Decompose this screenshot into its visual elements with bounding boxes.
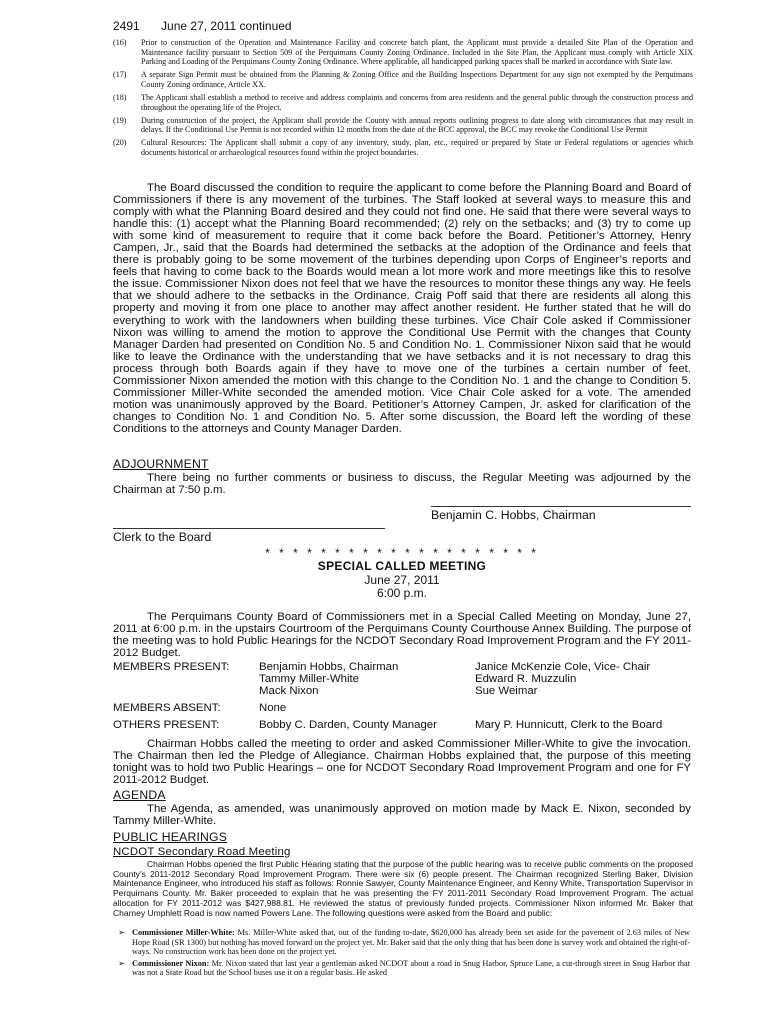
member-name: Tammy Miller-White	[259, 673, 359, 686]
member-name: Edward R. Muzzulin	[475, 673, 577, 686]
condition-number: (16)	[113, 38, 127, 47]
discussion-paragraph: The Board discussed the condition to require the applicant to come before the Planning Board and Board of Commissioners if there is any movement of the turbines. The Staff looked at several ways to measure this and comply with what the Planning Board desired and they could not find one. He said that there were several ways to handle this: (1) accept what the Planning Board recommended; (2) rely on the setbacks; and (3) try to come up with some kind of measurement to require that it come back before the Board. Petitioner’s Attorney, Henry Campen, Jr., said that the Boards had determined the setbacks at the adoption of the Ordinance and feels that there is probably going to be some movement of the turbines depending upon Corps of Engineer’s reports and feels that having to come back to the Boards would mean a lot more work and more meetings like this to resolve the issue. Commissioner Nixon does not feel that we have the resources to monitor these things any way. He feels that we should adhere to the setbacks in the Ordinance. Craig Poff said that there are residents all along this property and moving it from one place to another may affect another resident. He further stated that he will do everything to work with the landowners when building these turbines. Vice Chair Cole asked if Commissioner Nixon was willing to amend the motion to approve the Conditional Use Permit with the changes that County Manager Darden had presented on Condition No. 5 and Condition No. 1. Commissioner Nixon said that he would like to leave the Ordinance with the understanding that we have setbacks and it is not necessary to drag this process through both Boards again if they have to move one of the turbines a certain number of feet. Commissioner Nixon amended the motion with this change to the Condition No. 1 and the change to Condition 5. Commissioner Miller-White seconded the amended motion. Vice Chair Cole asked for a vote. The amended motion was unanimously approved by the Board. Petitioner’s Attorney Campen, Jr. asked for clarification of the changes to Condition No. 1 and Condition No. 5. After some discussion, the Board left the wording of these Conditions to the attorneys and County Manager Darden.	[113, 182, 691, 435]
question-text: Ms. Miller-White asked that, out of the funding to-date, $620,000 has already been set aside for the pavement of 2.63 miles of New Hope Road (SR 1300) but nothing has moved forward on the project yet. Mr. Baker said that the only thing that has been done is survey work and obtained the right-of-ways. No construction work has been done on the project yet.	[132, 928, 691, 957]
arrow-bullet-icon: ➢	[118, 928, 125, 937]
attendance-block	[113, 661, 691, 731]
special-meeting-title: SPECIAL CALLED MEETING	[317, 559, 487, 573]
members-absent-value: None	[259, 702, 287, 715]
member-name: Mack Nixon	[259, 685, 319, 698]
condition-item	[113, 70, 693, 89]
question-text: Mr. Nixon stated that last year a gentleman asked NCDOT about a road in Snug Harbor, Spruce Lane, a cut-through street in Snug Harbor that was not a State Road but the School buses use it on a regular basis. He asked	[132, 958, 690, 978]
members-present-label: MEMBERS PRESENT:	[113, 661, 230, 673]
adjournment-heading: ADJOURNMENT	[113, 457, 209, 471]
arrow-bullet-icon: ➢	[118, 958, 125, 968]
other-present-name: Mary P. Hunnicutt, Clerk to the Board	[475, 719, 663, 732]
public-hearing-text: Chairman Hobbs opened the first Public Hearing stating that the purpose of the public hearing was to receive public comments on the proposed County’s 2011-2012 Secondary Road Improvement Program. There were six (6) people present. The Chairman recognized Sterling Baker, Division Maintenance Engineer, who introduced his staff as follows: Ronnie Sawyer, County Maintenance Engineer, and Kenny White, Transportation Supervisor in Perquimans County. Mr. Baker proceeded to explain that he was presenting the FY 2011-2011 Secondary Road Improvement Program. The actual allocation for FY 2011-2012 was $427,988.81. He reviewed the status of previously funded projects. Commissioner Nixon informed Mr. Baker that Charney Umphlett Road is now named Powers Lane. The following questions were asked from the Board and public:	[113, 859, 693, 918]
condition-text: A separate Sign Permit must be obtained from the Planning & Zoning Office and the Building Inspections Department for any sign not exempted by the Perquimans County Zoning ordinance, Article XX.	[141, 70, 693, 89]
other-present-name: Bobby C. Darden, County Manager	[259, 719, 437, 732]
member-name: Benjamin Hobbs, Chairman	[259, 661, 399, 673]
condition-text: Cultural Resources: The Applicant shall submit a copy of any inventory, study, plan, etc., required or prepared by State or Federal regulations or agencies which documents historical or archaeological resources found within the project boundaries.	[141, 138, 693, 157]
attendance-row	[113, 685, 691, 697]
header-date: June 27, 2011 continued	[161, 19, 292, 33]
agenda-text: The Agenda, as amended, was unanimously approved on motion made by Mack E. Nixon, seconded by Tammy Miller-White.	[113, 803, 691, 828]
member-name: Sue Weimar	[475, 685, 538, 698]
page-header	[113, 19, 310, 33]
chairman-signature-name: Benjamin C. Hobbs, Chairman	[431, 508, 596, 522]
clerk-signature-line	[113, 528, 385, 529]
special-meeting-time: 6:00 p.m.	[376, 586, 428, 600]
condition-number: (19)	[113, 115, 127, 125]
condition-item	[113, 116, 693, 135]
section-divider-stars: * * * * * * * * * * * * * * * * * * * *	[265, 546, 539, 560]
adjournment-text: There being no further comments or business to discuss, the Regular Meeting was adjourned by the Chairman at 7:50 p.m.	[113, 472, 691, 497]
condition-item	[113, 138, 693, 157]
special-meeting-date: June 27, 2011	[364, 573, 440, 587]
condition-item	[113, 93, 693, 112]
condition-text: During construction of the project, the Applicant shall provide the County with annual reports outlining progress to date along with circumstances that may result in delays. If the Conditional Use Permit is not recorded within 12 months from the date of the BCC approval, the BCC may revoke the Conditional Use Permit	[141, 115, 693, 135]
condition-number: (17)	[113, 70, 127, 80]
members-absent-label: MEMBERS ABSENT:	[113, 702, 221, 715]
question-item	[118, 959, 690, 978]
question-item	[118, 928, 690, 957]
attendance-row	[113, 719, 691, 731]
ncdot-subheading: NCDOT Secondary Road Meeting	[113, 846, 291, 858]
invocation-paragraph: Chairman Hobbs called the meeting to order and asked Commissioner Miller-White to give the invocation. The Chairman then led the Pledge of Allegiance. Chairman Hobbs explained that, the purpose of this meeting tonight was to hold two Public Hearings – one for NCDOT Secondary Road Improvement Program and one for FY 2011-2012 Budget.	[113, 738, 691, 787]
attendance-row	[113, 673, 691, 685]
attendance-row	[113, 661, 691, 673]
conditions-list	[113, 38, 693, 161]
agenda-heading: AGENDA	[113, 788, 166, 802]
others-present-label: OTHERS PRESENT:	[113, 719, 220, 732]
condition-number: (20)	[113, 138, 127, 148]
speaker-name: Commissioner Nixon:	[132, 958, 210, 968]
condition-text: The Applicant shall establish a method to receive and address complaints and concerns from area residents and the general public through the construction process and throughout the operating life of the Project.	[141, 92, 693, 112]
questions-list	[118, 928, 690, 980]
chairman-signature-line	[431, 506, 691, 507]
public-hearings-heading: PUBLIC HEARINGS	[113, 830, 228, 844]
special-meeting-intro: The Perquimans County Board of Commissioners met in a Special Called Meeting on Monday, June 27, 2011 at 6:00 p.m. in the upstairs Courtroom of the Perquimans County Courthouse Annex Building. The purpose of the meeting was to hold Public Hearings for the NCDOT Secondary Road Improvement Program and the FY 2011-2012 Budget.	[113, 611, 691, 660]
attendance-row	[113, 702, 691, 714]
speaker-name: Commissioner Miller-White:	[132, 928, 235, 937]
page-number: 2491	[113, 19, 140, 33]
condition-item	[113, 38, 693, 67]
condition-text: Prior to construction of the Operation and Maintenance Facility and concrete batch plant, the Applicant must provide a detailed Site Plan of the Operation and Maintenance facility pursuant to Section 509 of the Perquimans County Zoning Ordinance. Included in the Site Plan, the Applicant must comply with Article XIX Parking and Loading of the Perquimans County Zoning Ordinance. Where applicable, all handicapped parking spaces shall be marked in accordance with State law.	[141, 38, 693, 67]
condition-number: (18)	[113, 92, 127, 102]
member-name: Janice McKenzie Cole, Vice- Chair	[475, 661, 651, 673]
clerk-signature-name: Clerk to the Board	[113, 530, 212, 544]
